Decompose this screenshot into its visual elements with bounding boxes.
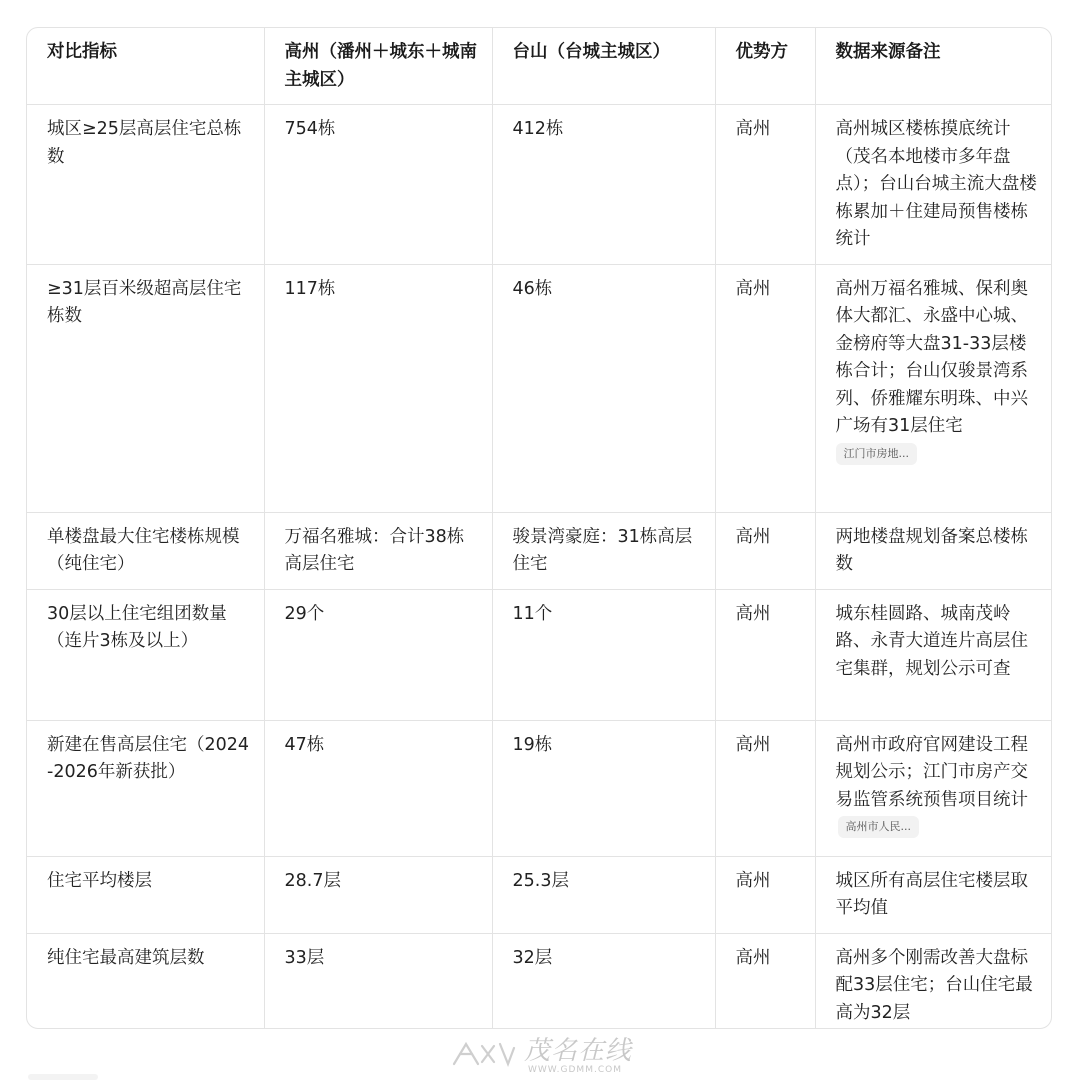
cell-source: 城东桂圆路、城南茂岭路、永青大道连片高层住宅集群，规划公示可查: [815, 589, 1051, 720]
header-source: 数据来源备注: [815, 28, 1051, 105]
cell-gaozhou: 117栋: [264, 264, 492, 512]
table-row: [27, 264, 1051, 512]
table-row: [27, 856, 1051, 933]
table-row: [27, 720, 1051, 856]
cell-source: 高州多个刚需改善大盘标配33层住宅；台山住宅最高为32层: [835, 947, 1033, 1023]
cell-winner: 高州: [715, 264, 815, 512]
cell-taishan: 412栋: [492, 105, 715, 265]
cell-metric: 单楼盘最大住宅楼栋规模（纯住宅）: [27, 512, 264, 589]
cell-metric: 纯住宅最高建筑层数: [27, 933, 264, 1029]
cell-winner: 高州: [715, 720, 815, 856]
cell-winner: 高州: [715, 512, 815, 589]
cell-taishan: 19栋: [492, 720, 715, 856]
cell-source-with-chip: [815, 720, 1051, 856]
cell-metric: ≥31层百米级超高层住宅栋数: [27, 264, 264, 512]
cell-winner: 高州: [715, 105, 815, 265]
header-metric: 对比指标: [27, 28, 264, 105]
bottom-corner-bar: [28, 1074, 98, 1080]
cell-gaozhou: 47栋: [264, 720, 492, 856]
cell-source: 城区所有高层住宅楼层取平均值: [815, 856, 1051, 933]
cell-taishan: 25.3层: [492, 856, 715, 933]
source-citation-chip[interactable]: 江门市房地...: [836, 443, 918, 465]
cell-taishan: 46栋: [492, 264, 715, 512]
table-row: [27, 933, 1051, 1029]
cell-winner: 高州: [715, 933, 815, 1029]
cell-winner: 高州: [715, 856, 815, 933]
cell-taishan: 11个: [492, 589, 715, 720]
header-gaozhou: 高州（潘州＋城东＋城南主城区）: [264, 28, 492, 105]
cell-gaozhou: 33层: [264, 933, 492, 1029]
cell-source: 两地楼盘规划备案总楼栋数: [815, 512, 1051, 589]
table-header-row: [27, 28, 1051, 105]
site-logo-icon: [448, 1038, 518, 1070]
cell-source-with-chip: [815, 264, 1051, 512]
cell-taishan: 32层: [492, 933, 715, 1029]
cell-source: 高州市政府官网建设工程规划公示；江门市房产交易监管系统预售项目统计: [835, 734, 1028, 810]
source-citation-chip[interactable]: 高州市人民...: [838, 816, 920, 838]
cell-taishan: 骏景湾豪庭：31栋高层住宅: [492, 512, 715, 589]
table-row: [27, 512, 1051, 589]
site-watermark: [448, 1036, 648, 1076]
cell-gaozhou: 29个: [264, 589, 492, 720]
watermark-site-name: 茂名在线: [524, 1036, 633, 1066]
cell-winner: 高州: [715, 589, 815, 720]
cell-metric: 城区≥25层高层住宅总栋数: [27, 105, 264, 265]
comparison-table-card: [26, 27, 1052, 1029]
table-row: [27, 589, 1051, 720]
cell-metric: 30层以上住宅组团数量（连片3栋及以上）: [27, 589, 264, 720]
table-row: [27, 105, 1051, 265]
cell-gaozhou: 28.7层: [264, 856, 492, 933]
header-winner: 优势方: [715, 28, 815, 105]
watermark-site-url: WWW.GDMM.COM: [528, 1065, 622, 1075]
cell-gaozhou: 万福名雅城：合计38栋高层住宅: [264, 512, 492, 589]
cell-metric: 住宅平均楼层: [27, 856, 264, 933]
cell-source: 高州万福名雅城、保利奥体大都汇、永盛中心城、金榜府等大盘31-33层楼栋合计；台山仅骏景湾系列、侨雅耀东明珠、中兴广场有31层住宅: [835, 278, 1028, 436]
cell-metric: 新建在售高层住宅（2024-2026年新获批）: [27, 720, 264, 856]
comparison-table: [27, 28, 1051, 1029]
cell-gaozhou: 754栋: [264, 105, 492, 265]
cell-source: 高州城区楼栋摸底统计（茂名本地楼市多年盘点）；台山台城主流大盘楼栋累加＋住建局预售楼栋统计: [815, 105, 1051, 265]
header-taishan: 台山（台城主城区）: [492, 28, 715, 105]
